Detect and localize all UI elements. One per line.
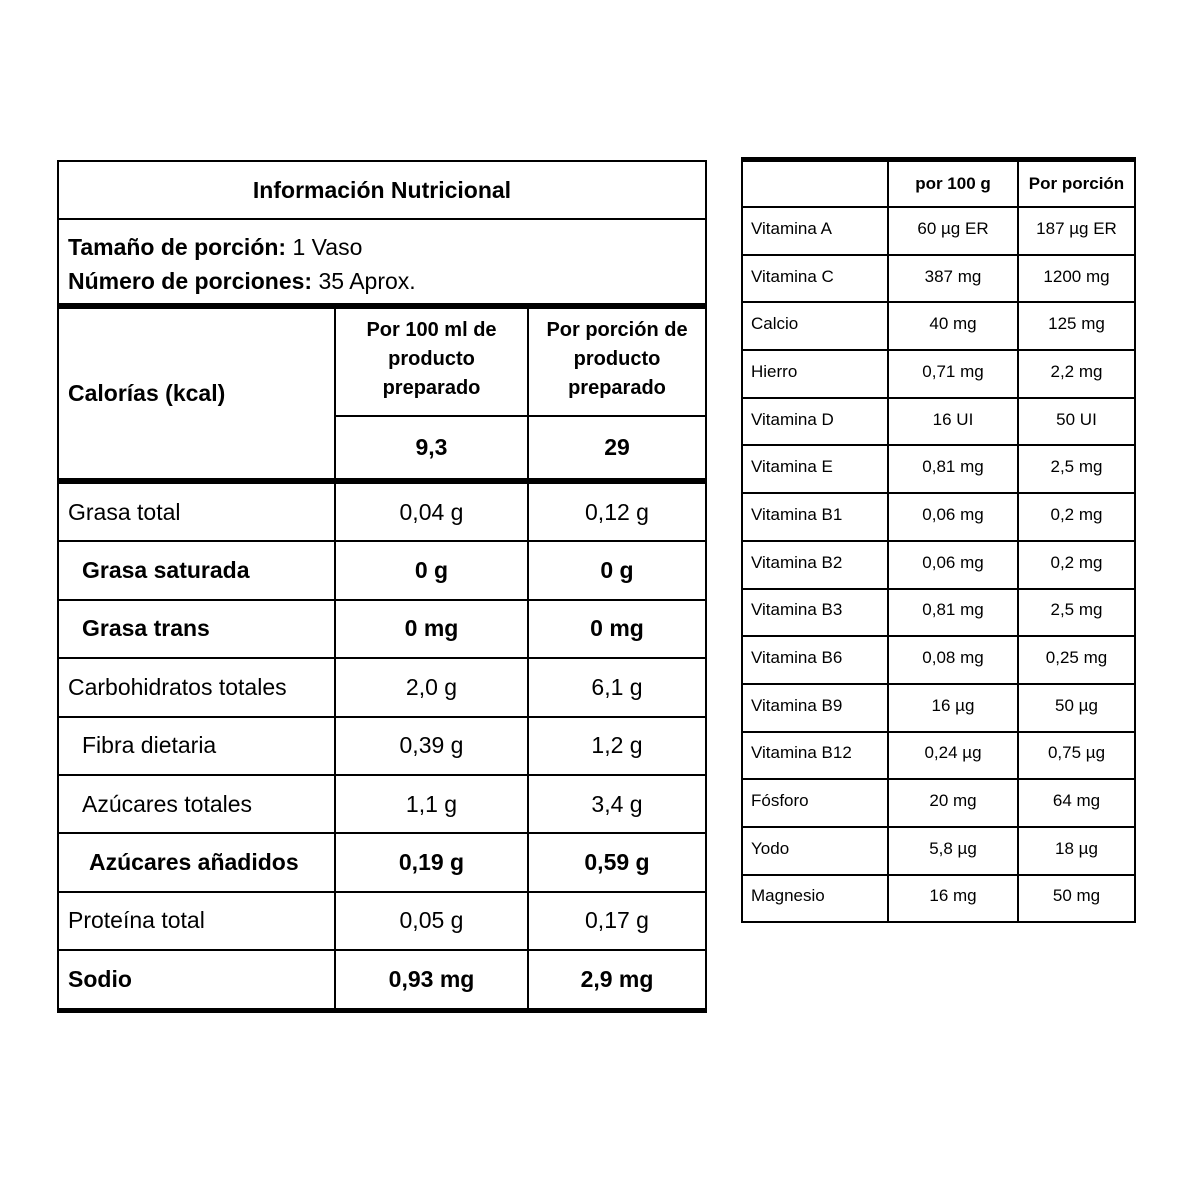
vitamin-row (742, 493, 1135, 541)
vitamin-col1: 0,71 mg (888, 350, 1018, 398)
calories-col1-value: 9,3 (336, 417, 529, 478)
vitamin-row (742, 827, 1135, 875)
nutrient-col2: 0 mg (590, 615, 644, 642)
calories-block (59, 309, 705, 484)
vitamin-name: Vitamina B9 (742, 684, 888, 732)
vitamin-name: Vitamina C (742, 255, 888, 303)
serving-size-line (68, 230, 705, 264)
vitamin-col2: 0,25 mg (1018, 636, 1135, 684)
calories-values (336, 417, 705, 478)
vitamin-col1: 20 mg (888, 779, 1018, 827)
nutrient-col2: 1,2 g (591, 732, 643, 759)
calories-columns (336, 309, 705, 478)
nutrient-row-sodio (59, 951, 705, 1007)
nutrient-col1: 0,05 g (336, 893, 529, 949)
vitamin-col1: 16 mg (888, 875, 1018, 923)
vitamin-name: Magnesio (742, 875, 888, 923)
vitamin-name: Vitamina D (742, 398, 888, 446)
vitamin-col2: 50 UI (1018, 398, 1135, 446)
vitamin-name: Vitamina B1 (742, 493, 888, 541)
nutrient-col2: 0 g (600, 557, 634, 584)
vitamin-col1: 0,06 mg (888, 493, 1018, 541)
nutrient-col1: 1,1 g (336, 776, 529, 832)
nutrient-col2: 0,59 g (584, 849, 650, 876)
nutrient-col2: 3,4 g (591, 790, 643, 817)
vitamin-col2: 0,75 µg (1018, 732, 1135, 780)
nutrient-row-grasa-total (59, 484, 705, 542)
vitamin-row (742, 541, 1135, 589)
calories-col2-value: 29 (604, 434, 630, 460)
vitamin-col1: 0,06 mg (888, 541, 1018, 589)
vitamin-name: Hierro (742, 350, 888, 398)
vitamin-row (742, 684, 1135, 732)
vitamin-name: Vitamina B12 (742, 732, 888, 780)
vitamins-table (741, 157, 1136, 923)
vitamin-col1: 5,8 µg (888, 827, 1018, 875)
nutrient-col1: 0 g (336, 542, 529, 598)
vitamin-name: Vitamina B6 (742, 636, 888, 684)
vitamin-col2: 2,2 mg (1018, 350, 1135, 398)
nutrient-row-proteina (59, 893, 705, 951)
vitamin-col1: 40 mg (888, 302, 1018, 350)
vitamin-name: Vitamina B3 (742, 589, 888, 637)
vitamin-col1: 0,24 µg (888, 732, 1018, 780)
nutrient-col2: 2,9 mg (580, 965, 654, 992)
vitamin-col2: 64 mg (1018, 779, 1135, 827)
vitamin-row (742, 302, 1135, 350)
vitamin-col2: 1200 mg (1018, 255, 1135, 303)
nutrient-col1: 0,04 g (336, 484, 529, 540)
vitamin-row (742, 398, 1135, 446)
vitamin-col1: 16 µg (888, 684, 1018, 732)
serving-size-value: 1 Vaso (286, 234, 363, 260)
nutrient-row-carbohidratos (59, 659, 705, 717)
vitamin-col1: 0,81 mg (888, 589, 1018, 637)
vitamin-col2: 2,5 mg (1018, 445, 1135, 493)
vitamin-row (742, 732, 1135, 780)
vitamin-name: Vitamina A (742, 207, 888, 255)
vitamin-col1: 0,81 mg (888, 445, 1018, 493)
servings-value: 35 Aprox. (312, 268, 416, 294)
vitamin-row (742, 779, 1135, 827)
col1-header: Por 100 ml de producto preparado (336, 309, 529, 415)
vitamin-row (742, 875, 1135, 923)
nutrient-col2: 6,1 g (591, 673, 643, 700)
vitamins-col2-header: Por porción (1018, 160, 1135, 208)
nutrient-col2: 0,17 g (585, 907, 649, 934)
nutrient-label: Grasa total (59, 484, 336, 540)
vitamin-col2: 50 µg (1018, 684, 1135, 732)
col2-header: Por porción de producto preparado (546, 318, 688, 399)
calories-label: Calorías (kcal) (59, 309, 336, 478)
vitamin-col2: 2,5 mg (1018, 589, 1135, 637)
nutrient-col1: 2,0 g (336, 659, 529, 715)
nutrient-label: Sodio (59, 951, 336, 1007)
vitamin-col1: 387 mg (888, 255, 1018, 303)
nutrient-row-azucares-totales (59, 776, 705, 834)
vitamins-header-row (742, 160, 1135, 208)
vitamin-col2: 18 µg (1018, 827, 1135, 875)
nutrient-col1: 0 mg (336, 601, 529, 657)
vitamin-row (742, 207, 1135, 255)
vitamins-col1-header: por 100 g (888, 160, 1018, 208)
nutrient-label: Azúcares añadidos (59, 834, 336, 890)
vitamin-col1: 16 UI (888, 398, 1018, 446)
nutrient-col1: 0,19 g (336, 834, 529, 890)
vitamin-col1: 0,08 mg (888, 636, 1018, 684)
nutrient-row-azucares-anadidos (59, 834, 705, 892)
nutrient-row-grasa-trans (59, 601, 705, 659)
nutrient-row-grasa-saturada (59, 542, 705, 600)
vitamin-row (742, 636, 1135, 684)
vitamin-row (742, 255, 1135, 303)
nutrient-col2: 0,12 g (585, 498, 649, 525)
nutrient-label: Fibra dietaria (59, 718, 336, 774)
vitamin-col2: 0,2 mg (1018, 493, 1135, 541)
vitamin-name: Yodo (742, 827, 888, 875)
nutrient-label: Carbohidratos totales (59, 659, 336, 715)
servings-label: Número de porciones: (68, 268, 313, 294)
vitamins-header-blank (742, 160, 888, 208)
vitamin-col2: 187 µg ER (1018, 207, 1135, 255)
nutrient-label: Grasa saturada (59, 542, 336, 598)
nutrition-title: Información Nutricional (59, 162, 705, 220)
nutrient-label: Proteína total (59, 893, 336, 949)
vitamin-name: Fósforo (742, 779, 888, 827)
vitamin-row (742, 350, 1135, 398)
vitamin-row (742, 589, 1135, 637)
vitamin-col2: 125 mg (1018, 302, 1135, 350)
vitamin-name: Vitamina E (742, 445, 888, 493)
nutrient-label: Azúcares totales (59, 776, 336, 832)
vitamin-col2: 50 mg (1018, 875, 1135, 923)
nutrient-label: Grasa trans (59, 601, 336, 657)
vitamin-name: Vitamina B2 (742, 541, 888, 589)
vitamin-row (742, 445, 1135, 493)
serving-info (59, 220, 705, 309)
serving-size-label: Tamaño de porción: (68, 234, 287, 260)
column-headers (336, 309, 705, 417)
nutrient-col1: 0,93 mg (336, 951, 529, 1007)
vitamin-name: Calcio (742, 302, 888, 350)
vitamin-col2: 0,2 mg (1018, 541, 1135, 589)
servings-line (68, 264, 705, 298)
nutrition-facts-table (57, 160, 707, 1013)
vitamin-col1: 60 µg ER (888, 207, 1018, 255)
nutrient-col1: 0,39 g (336, 718, 529, 774)
nutrient-row-fibra (59, 718, 705, 776)
